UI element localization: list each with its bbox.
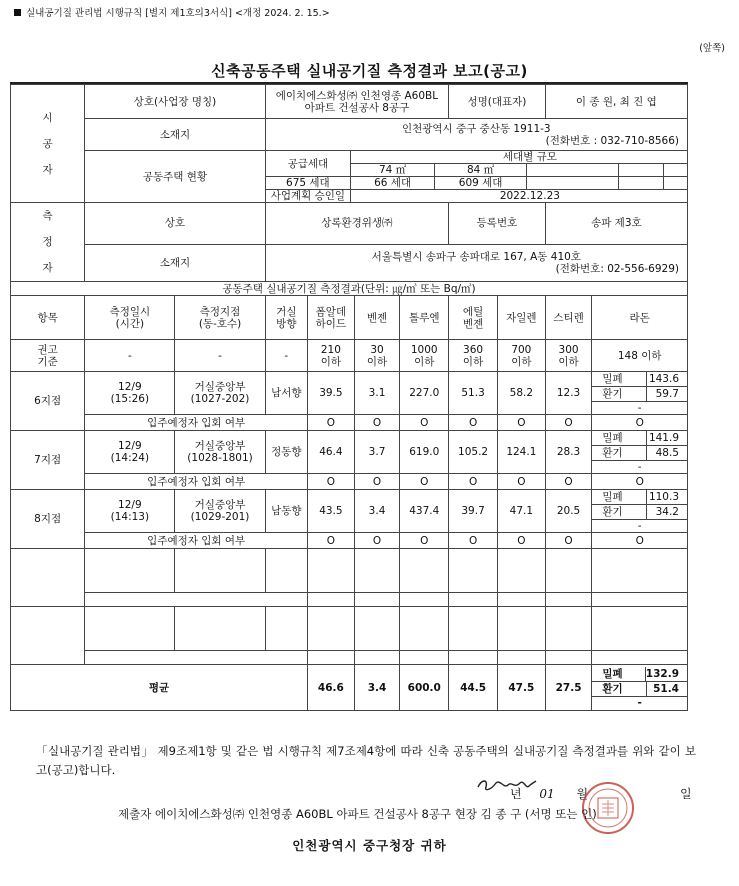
presence-row: 입주예정자 입회 여부 O O O O O O O <box>11 415 688 431</box>
builder-section-label: 시 공 자 <box>11 85 85 203</box>
table-row: 7지점 12/9 (14:24) 거실중앙부 (1028-1801) 정동향 46.4 3.7 619.0 105.2 124.1 28.3 밀폐 141.9 환기 48.5 - <box>11 431 688 474</box>
presence-row: 입주예정자 입회 여부 O O O O O O O <box>11 533 688 549</box>
point-datetime: 12/9 (14:24) <box>85 431 175 474</box>
size-74: 74 ㎡ <box>351 164 435 177</box>
supply-label: 공급세대 <box>266 151 351 177</box>
square-bullet-icon <box>14 9 21 16</box>
header-formaldehyde: 폼알데 하이드 <box>308 296 355 340</box>
empty-row <box>11 593 688 607</box>
builder-address-row <box>11 119 688 151</box>
legal-reference: 실내공기질 관리법 시행규칙 [별지 제1호의3서식] <개정 2024. 2. 15.> <box>14 5 330 19</box>
builder-name-label: 상호(사업장 명칭) <box>85 85 265 119</box>
point-label: 8지점 <box>11 490 85 549</box>
standard-row: 권고 기준 - - - 210 이하 30 이하 1000 이하 360 이하 700 이하 300 이하 148 이하 <box>11 340 688 372</box>
header-datetime: 측정일시 (시간) <box>85 296 175 340</box>
report-form <box>10 84 688 711</box>
standard-ethylbenzene: 360 이하 <box>449 340 498 372</box>
radon-cell: 밀폐 141.9 환기 48.5 - <box>592 431 688 474</box>
empty-row <box>11 549 688 593</box>
housing-subtable <box>266 151 688 202</box>
measurer-name-label: 상호 <box>85 203 265 245</box>
header-radon: 라돈 <box>592 296 688 340</box>
results-header-row <box>11 296 688 340</box>
point-label: 6지점 <box>11 372 85 431</box>
header-item: 항목 <box>11 296 85 340</box>
housing-row <box>11 151 688 203</box>
radon-cell: 밀폐 143.6 환기 59.7 - <box>592 372 688 415</box>
measurer-section-label: 측 정 자 <box>11 203 85 282</box>
point-datetime: 12/9 (14:13) <box>85 490 175 533</box>
point-direction: 남동향 <box>265 490 307 533</box>
header-benzene: 벤젠 <box>354 296 400 340</box>
measurer-reg-label: 등록번호 <box>449 203 546 245</box>
standard-benzene: 30 이하 <box>354 340 400 372</box>
radon-cell: 밀폐 110.3 환기 34.2 - <box>592 490 688 533</box>
presence-row: 입주예정자 입회 여부 O O O O O O O <box>11 474 688 490</box>
point-datetime: 12/9 (15:26) <box>85 372 175 415</box>
point-direction: 남서향 <box>265 372 307 415</box>
builder-address-label: 소재지 <box>85 119 265 151</box>
approval-label: 사업계획 승인일 <box>266 190 351 203</box>
standard-xylene: 700 이하 <box>497 340 545 372</box>
presence-label: 입주예정자 입회 여부 <box>85 533 308 549</box>
page-side-label: (앞쪽) <box>699 43 725 54</box>
header-styrene: 스티렌 <box>545 296 592 340</box>
units-74: 66 세대 <box>351 177 435 190</box>
submitter-line: 제출자 에이치에스화성㈜ 인천영종 A60BL 아파트 건설공사 8공구 현장 김 종 구 (서명 또는 인) <box>118 807 597 821</box>
empty-row <box>11 607 688 651</box>
header-ethylbenzene: 에틸 벤젠 <box>449 296 498 340</box>
standard-styrene: 300 이하 <box>545 340 592 372</box>
standard-formaldehyde: 210 이하 <box>308 340 355 372</box>
standard-label: 권고 기준 <box>11 340 85 372</box>
date-line: 년 01 월 일 <box>510 787 692 801</box>
table-row: 8지점 12/9 (14:13) 거실중앙부 (1029-201) 남동향 43.5 3.4 437.4 39.7 47.1 20.5 밀폐 110.3 환기 34.2 - <box>11 490 688 533</box>
recipient-line: 인천광역시 중구청장 귀하 <box>292 838 447 853</box>
measurer-address-label: 소재지 <box>85 244 265 281</box>
measurer-reg-value: 송파 제3호 <box>545 203 687 245</box>
measurer-name-row <box>11 203 688 245</box>
size-84: 84 ㎡ <box>435 164 527 177</box>
presence-label: 입주예정자 입회 여부 <box>85 474 308 490</box>
total-units: 675 세대 <box>266 177 351 190</box>
table-row: 6지점 12/9 (15:26) 거실중앙부 (1027-202) 남서향 39.5 3.1 227.0 51.3 58.2 12.3 밀폐 143.6 환기 59.7 - <box>11 372 688 415</box>
measurer-address-value: 서울특별시 송파구 송파대로 167, A동 410호 (전화번호: 02-556-6929) <box>265 244 687 281</box>
header-xylene: 자일렌 <box>497 296 545 340</box>
radon-cell: 밀폐 132.9 환기 51.4 - <box>592 665 688 711</box>
empty-row <box>11 651 688 665</box>
builder-rep-label: 성명(대표자) <box>449 85 546 119</box>
housing-label: 공동주택 현황 <box>85 151 265 203</box>
handwritten-month: 01 <box>539 787 555 801</box>
header-direction: 거실 방향 <box>265 296 307 340</box>
point-location: 거실중앙부 (1027-202) <box>175 372 265 415</box>
presence-label: 입주예정자 입회 여부 <box>85 415 308 431</box>
builder-name-value: 에이치에스화성㈜ 인천영종 A60BL 아파트 건설공사 8공구 <box>265 85 449 119</box>
measurer-address-row <box>11 244 688 281</box>
point-direction: 정동향 <box>265 431 307 474</box>
size-label: 세대별 규모 <box>351 151 688 164</box>
header-point: 측정지점 (동-호수) <box>175 296 265 340</box>
approval-value: 2022.12.23 <box>351 190 688 203</box>
header-toluene: 톨루엔 <box>400 296 449 340</box>
point-location: 거실중앙부 (1028-1801) <box>175 431 265 474</box>
results-caption-row <box>11 282 688 296</box>
standard-toluene: 1000 이하 <box>400 340 449 372</box>
measurer-name-value: 상록환경위생㈜ <box>265 203 449 245</box>
builder-rep-value: 이 종 원, 최 진 엽 <box>545 85 687 119</box>
point-label: 7지점 <box>11 431 85 490</box>
builder-address-value: 인천광역시 중구 중산동 1911-3 (전화번호 : 032-710-8566) <box>265 119 687 151</box>
standard-radon: 148 이하 <box>592 340 688 372</box>
results-caption: 공동주택 실내공기질 측정결과(단위: ㎍/㎥ 또는 Bq/㎥) <box>11 282 688 296</box>
declaration-text: 「실내공기질 관리법」 제9조제1항 및 같은 법 시행규칙 제7조제4항에 따라 신축 공동주택의 실내공기질 측정결과를 위와 같이 보고(공고)합니다. <box>36 744 696 777</box>
average-row: 평균 46.6 3.4 600.0 44.5 47.5 27.5 밀폐 132.9 환기 51.4 - <box>11 665 688 711</box>
average-label: 평균 <box>11 665 308 711</box>
point-location: 거실중앙부 (1029-201) <box>175 490 265 533</box>
builder-name-row <box>11 85 688 119</box>
units-84: 609 세대 <box>435 177 527 190</box>
document-title: 신축공동주택 실내공기질 측정결과 보고(공고) <box>211 62 528 80</box>
